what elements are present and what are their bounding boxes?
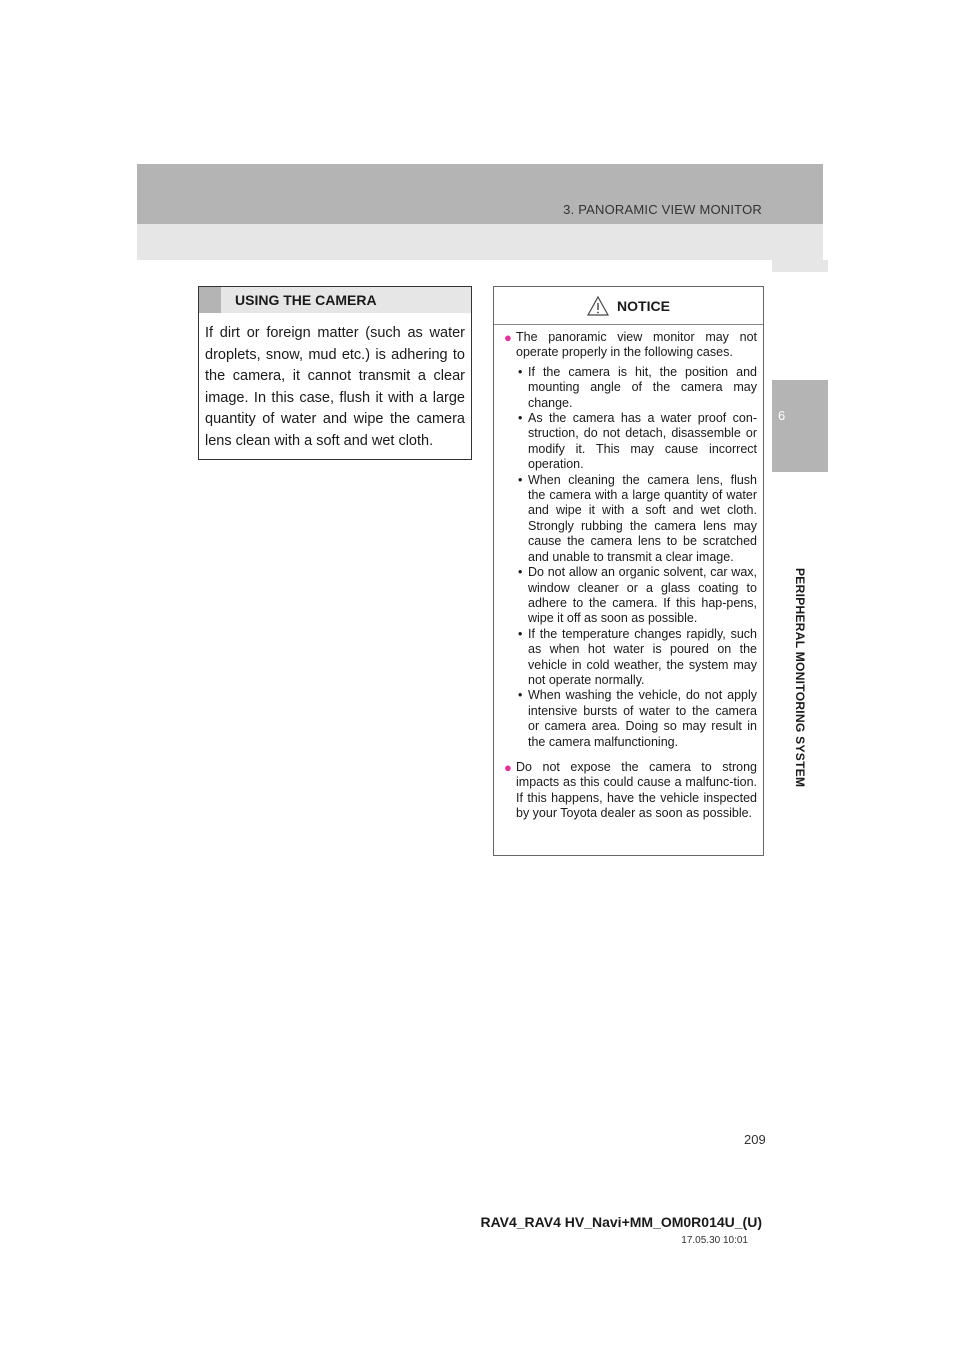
notice-subitem: • If the camera is hit, the position and mounting angle of the camera may change. — [518, 364, 757, 410]
document-id: RAV4_RAV4 HV_Navi+MM_OM0R014U_(U) — [480, 1214, 762, 1230]
notice-subitem: • Do not allow an organic solvent, car wax, window cleaner or a glass coating to adhere to the camera. If this hap-pens, wipe it off as soon as possible. — [518, 565, 757, 626]
notice-subitem-text: If the temperature changes rapidly, such as when hot water is poured on the vehicle in cold weather, the system may not operate normally. — [528, 626, 757, 687]
chapter-number: 6 — [778, 408, 786, 423]
notice-item — [504, 330, 757, 756]
bullet-icon: ● — [504, 330, 512, 345]
notice-box — [493, 286, 764, 856]
page-number: 209 — [744, 1132, 766, 1147]
notice-subitem: • When washing the vehicle, do not apply intensive bursts of water to the camera or camera area. Doing so may result in the camera malfunctioning. — [518, 688, 757, 749]
side-tab-strip — [772, 260, 828, 272]
notice-subitem-text: As the camera has a water proof con-struction, do not detach, disassemble or modify it. This may cause incorrect operation. — [528, 411, 757, 472]
notice-subitem: • As the camera has a water proof con-struction, do not detach, disassemble or modify it. This may cause incorrect operation. — [518, 411, 757, 472]
document-timestamp: 17.05.30 10:01 — [681, 1235, 748, 1246]
bullet-icon: ● — [504, 759, 512, 775]
notice-subitem-text: If the camera is hit, the position and mounting angle of the camera may change. — [528, 364, 757, 410]
notice-body — [494, 325, 763, 822]
using-camera-title: USING THE CAMERA — [235, 292, 377, 308]
using-camera-header — [199, 287, 471, 313]
warning-triangle-icon — [587, 295, 609, 317]
chapter-tab — [772, 380, 828, 472]
notice-subitem: • If the temperature changes rapidly, such as when hot water is poured on the vehicle in cold weather, the system may not operate normally. — [518, 626, 757, 687]
chapter-title: PERIPHERAL MONITORING SYSTEM — [793, 568, 807, 788]
notice-item — [504, 760, 757, 822]
notice-header — [494, 287, 763, 325]
notice-subitem: • When cleaning the camera lens, flush the camera with a large quantity of water and wipe it with a soft and wet cloth. Strongly rubbing the camera lens may cause the camera lens to be scratched and unable to transmit a clear image. — [518, 472, 757, 564]
notice-subitem-text: When cleaning the camera lens, flush the camera with a large quantity of water and wipe it with a soft and wet cloth. Strongly rubbing the camera lens may cause the camera lens to be scratched and unable to transmit a clear image. — [528, 472, 757, 564]
notice-item-text: Do not expose the camera to strong impacts as this could cause a malfunc-tion. If this happens, have the vehicle inspected by your Toyota dealer as soon as possible. — [516, 759, 757, 821]
notice-sublist — [516, 365, 757, 750]
header-subband — [137, 224, 823, 260]
notice-subitem-text: Do not allow an organic solvent, car wax, window cleaner or a glass coating to adhere to the camera. If this hap-pens, wipe it off as soon as possible. — [528, 565, 757, 626]
notice-title: NOTICE — [617, 297, 670, 314]
using-camera-box — [198, 286, 472, 460]
using-camera-text: If dirt or foreign matter (such as water droplets, snow, mud etc.) is adhering to the camera, it cannot transmit a clear image. In this case, flush it with a large quantity of water and wipe the camera lens clean with a soft and wet cloth. — [205, 325, 465, 449]
notice-item-text: The panoramic view monitor may not operate properly in the following cases. — [516, 330, 757, 360]
section-title: 3. PANORAMIC VIEW MONITOR — [563, 202, 762, 217]
heading-marker — [199, 287, 221, 313]
notice-subitem-text: When washing the vehicle, do not apply intensive bursts of water to the camera or camera area. Doing so may result in the camera malfunctioning. — [528, 688, 757, 749]
